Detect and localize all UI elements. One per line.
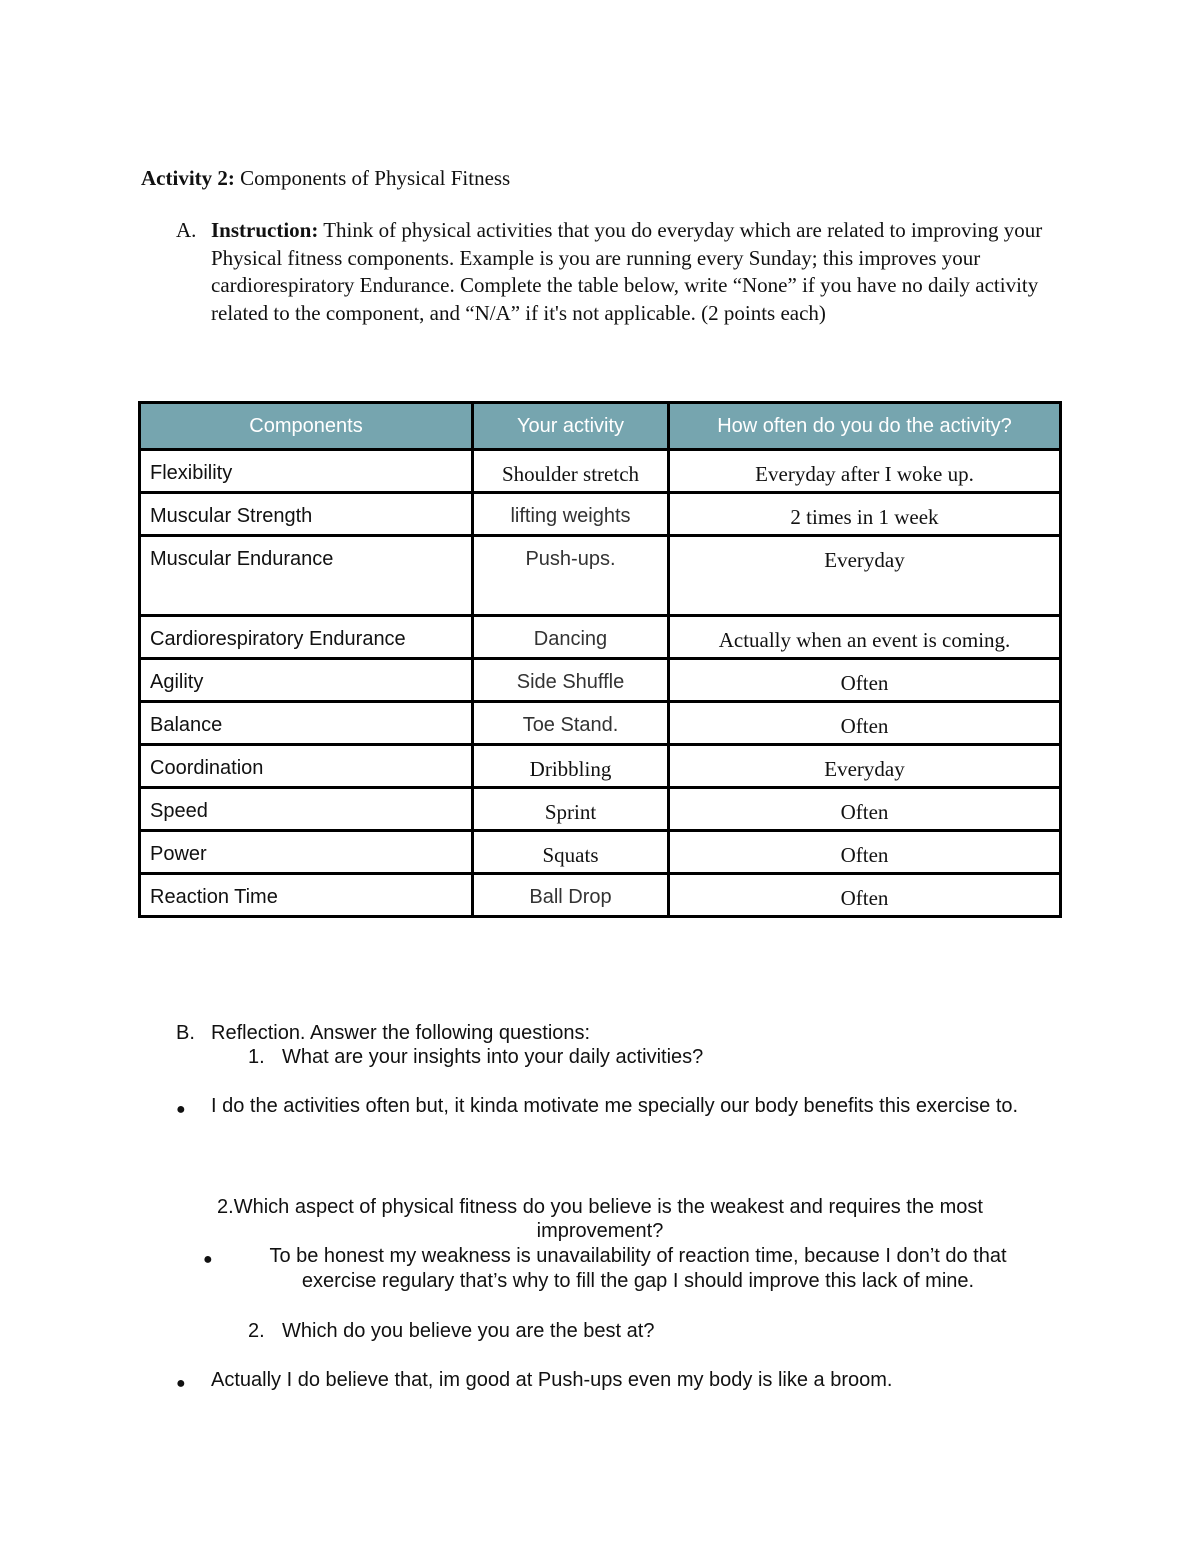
frequency-cell: Everyday	[669, 745, 1061, 788]
activity-label: Activity 2:	[141, 166, 235, 190]
instruction-block	[176, 217, 1056, 327]
instruction-text: Think of physical activities that you do everyday which are related to improving your Physical fitness components. Example is you are running every Sunday; this improves your cardiorespiratory Endurance. Complete the table below, write “None” if you have no daily activity related to the component, and “N/A” if it's not applicable. (2 points each)	[211, 218, 1043, 325]
table-row	[140, 702, 1061, 745]
frequency-cell: 2 times in 1 week	[669, 493, 1061, 536]
activity-cell: Push-ups.	[473, 536, 669, 616]
answer-1: I do the activities often but, it kinda motivate me specially our body benefits this exercise to.	[211, 1095, 1019, 1117]
section-a-marker: A.	[176, 218, 197, 242]
activity-cell: Toe Stand.	[473, 702, 669, 745]
table-row	[140, 536, 1061, 616]
component-cell: Power	[140, 831, 473, 874]
activity-cell: Dancing	[473, 616, 669, 659]
instruction-label: Instruction:	[211, 218, 319, 242]
bullet-icon: ●	[176, 1375, 186, 1392]
answer-2-line-2: exercise regulary that’s why to fill the gap I should improve this lack of mine.	[301, 1270, 975, 1292]
table-row	[140, 831, 1061, 874]
frequency-cell: Everyday after I woke up.	[669, 450, 1061, 493]
activity-cell: Dribbling	[473, 745, 669, 788]
bullet-icon: ●	[176, 1101, 186, 1118]
table-row	[140, 788, 1061, 831]
answer-2-line-1: To be honest my weakness is unavailability of reaction time, because I don’t do that	[269, 1245, 1007, 1267]
table-row	[140, 659, 1061, 702]
frequency-cell: Often	[669, 702, 1061, 745]
component-cell: Cardiorespiratory Endurance	[140, 616, 473, 659]
table-row	[140, 450, 1061, 493]
question-3-number: 2.	[248, 1320, 265, 1342]
bullet-icon: ●	[203, 1251, 213, 1268]
frequency-cell: Often	[669, 874, 1061, 917]
component-cell: Muscular Endurance	[140, 536, 473, 616]
activity-cell: Sprint	[473, 788, 669, 831]
activity-cell: Shoulder stretch	[473, 450, 669, 493]
activity-cell: Side Shuffle	[473, 659, 669, 702]
table-row	[140, 874, 1061, 917]
question-2-line-2: improvement?	[536, 1220, 664, 1242]
component-cell: Muscular Strength	[140, 493, 473, 536]
component-cell: Speed	[140, 788, 473, 831]
frequency-cell: Actually when an event is coming.	[669, 616, 1061, 659]
component-cell: Agility	[140, 659, 473, 702]
table-header-row	[140, 403, 1061, 450]
activity-cell: Squats	[473, 831, 669, 874]
answer-3: Actually I do believe that, im good at Push-ups even my body is like a broom.	[211, 1369, 893, 1391]
activity-title	[141, 166, 510, 191]
component-cell: Coordination	[140, 745, 473, 788]
frequency-cell: Often	[669, 788, 1061, 831]
activity-cell: lifting weights	[473, 493, 669, 536]
frequency-cell: Often	[669, 831, 1061, 874]
activity-cell: Ball Drop	[473, 874, 669, 917]
table-row	[140, 616, 1061, 659]
header-activity: Your activity	[473, 403, 669, 450]
question-1-text: What are your insights into your daily activities?	[282, 1046, 704, 1068]
header-frequency: How often do you do the activity?	[669, 403, 1061, 450]
fitness-table	[138, 401, 1062, 918]
table-row	[140, 745, 1061, 788]
component-cell: Reaction Time	[140, 874, 473, 917]
frequency-cell: Everyday	[669, 536, 1061, 616]
activity-heading: Components of Physical Fitness	[240, 166, 511, 190]
table-row	[140, 493, 1061, 536]
question-2-line-1: 2.Which aspect of physical fitness do you believe is the weakest and requires the most	[217, 1196, 983, 1218]
header-components: Components	[140, 403, 473, 450]
reflection-heading: Reflection. Answer the following questions:	[211, 1022, 591, 1044]
question-1-number: 1.	[248, 1046, 265, 1068]
question-3-text: Which do you believe you are the best at?	[282, 1320, 655, 1342]
section-b-marker: B.	[176, 1022, 195, 1044]
component-cell: Flexibility	[140, 450, 473, 493]
component-cell: Balance	[140, 702, 473, 745]
frequency-cell: Often	[669, 659, 1061, 702]
